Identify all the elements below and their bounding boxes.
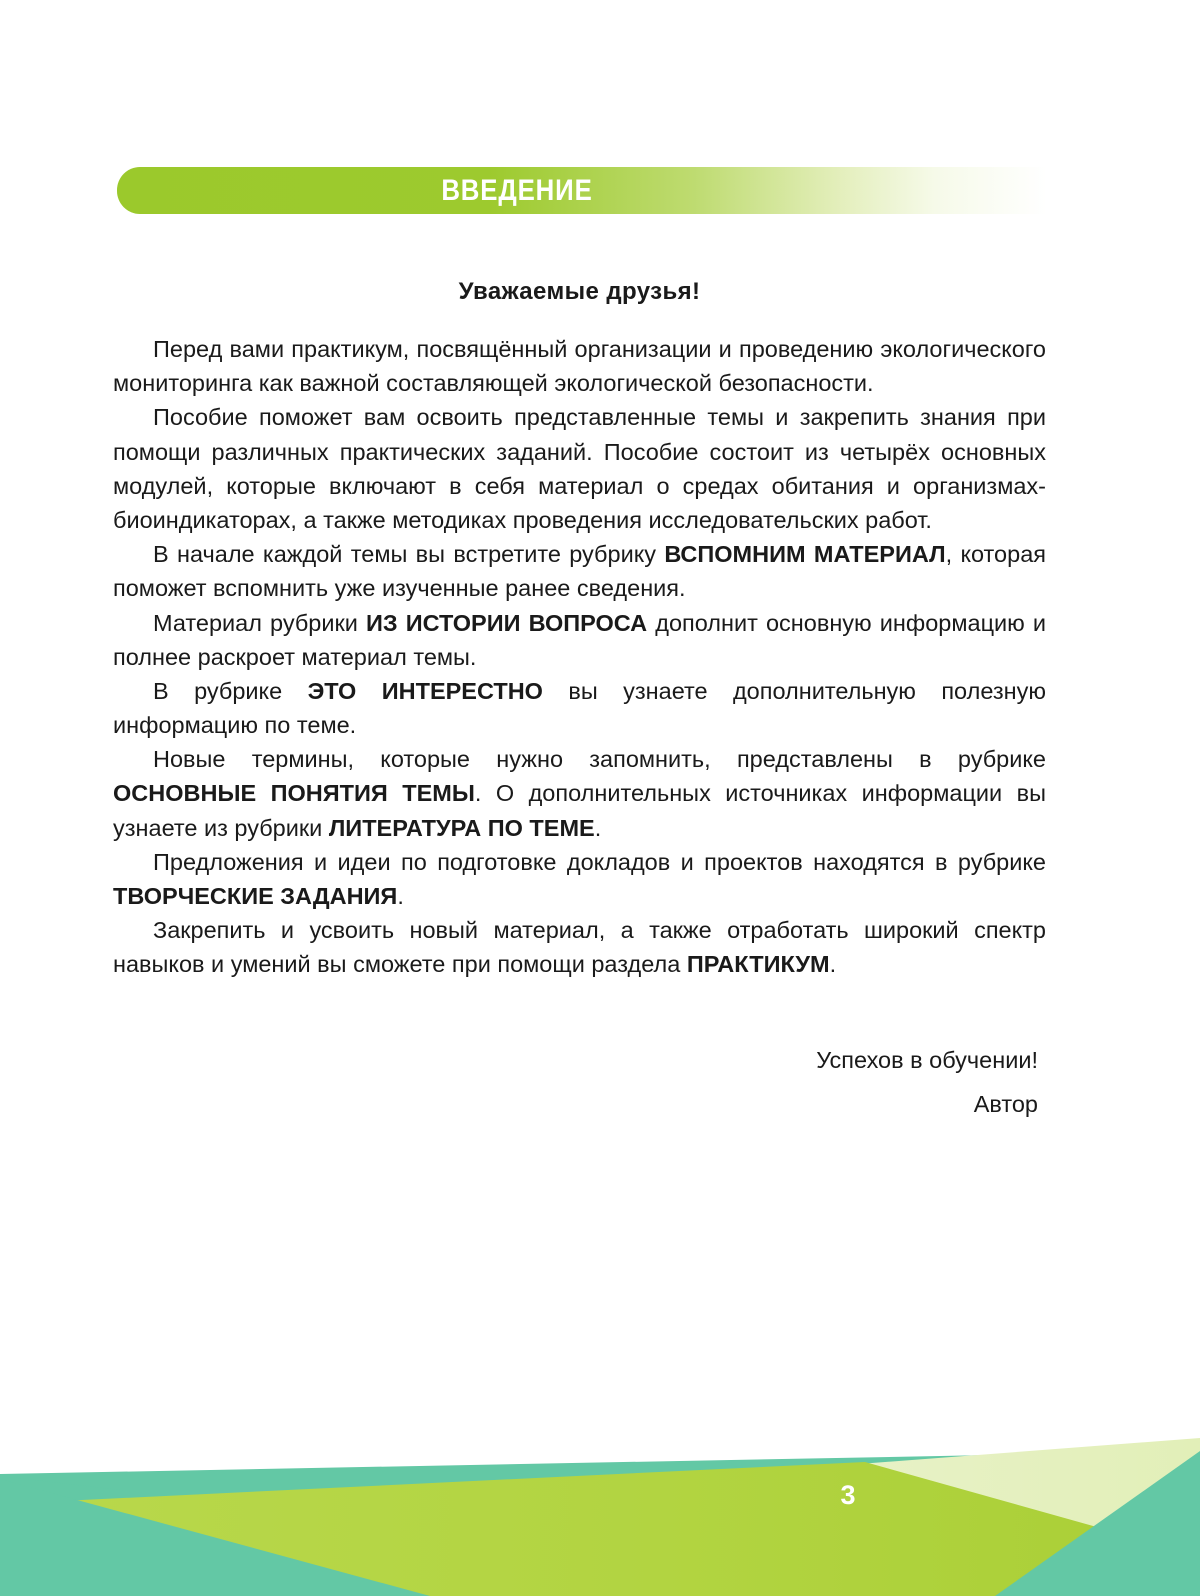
history-tail: дополнит основную информацию и полнее раскроет материал темы. [113, 609, 1047, 670]
rubric-name-interesting: ЭТО ИНТЕРЕСТНО [307, 677, 543, 704]
page-number: 3 [840, 1480, 856, 1510]
greeting-heading: Уважаемые друзья! [458, 278, 701, 305]
paragraph-rubric-interesting [113, 674, 1046, 742]
rubric-name-history: ИЗ ИСТОРИИ ВОПРОСА [366, 609, 648, 636]
paragraph-overview [113, 332, 1046, 400]
paragraph-rubric-creative [113, 845, 1046, 913]
introduction-body [113, 278, 1046, 1127]
paragraph-rubric-history [113, 606, 1046, 674]
practicum-tail: . [829, 951, 837, 978]
interesting-tail: вы узнаете дополнительную полезную информацию по теме. [113, 677, 1046, 739]
paragraph-rubric-practicum [113, 913, 1046, 981]
concepts-middle: . О дополнительных источниках информации вы узнаете из рубрики [113, 780, 1047, 841]
creative-lead-in: Предложения и идеи по подготовке докладов и проектов находятся в рубрике [153, 848, 1046, 875]
paragraph-overview-text: Перед вами практикум, посвящённый организации и проведению экологического мониторинга как важной составляющей экологической безопасности. [113, 336, 1046, 397]
closing-author: Автор [973, 1091, 1038, 1118]
section-title: ВВЕДЕНИЕ [441, 173, 593, 207]
recall-tail: , которая поможет вспомнить уже изученные ранее сведения. [113, 541, 1046, 602]
rubric-name-recall: ВСПОМНИМ МАТЕРИАЛ [664, 541, 946, 568]
rubric-name-practicum: ПРАКТИКУМ [686, 951, 830, 978]
rubric-name-creative: ТВОРЧЕСКИЕ ЗАДАНИЯ [113, 883, 398, 909]
footer-decoration [0, 1396, 1200, 1596]
paragraph-rubric-recall [113, 537, 1046, 605]
practicum-lead-in: Закрепить и усвоить новый материал, а также отработать широкий спектр навыков и умений вы сможете при помощи раздела [113, 917, 1046, 978]
footer-shapes-svg [0, 1396, 1200, 1596]
closing-wish: Успехов в обучении! [816, 1046, 1038, 1073]
section-header-banner [117, 167, 1047, 214]
recall-lead-in: В начале каждой темы вы встретите рубрику [153, 541, 665, 568]
paragraph-structure-text: Пособие поможет вам освоить представленные темы и закрепить знания при помощи различных практических заданий. Пособие состоит из четырёх основных модулей, которые включают в себя материал о средах обитания и организмах-биоиндикаторах, а также методиках проведения исследовательских работ. [113, 404, 1046, 533]
paragraph-rubric-concepts [113, 742, 1046, 845]
history-lead-in: Материал рубрики [153, 609, 367, 636]
concepts-lead-in: Новые термины, которые нужно запомнить, представлены в рубрике [153, 746, 1046, 773]
concepts-tail: . [594, 814, 602, 841]
interesting-lead-in: В рубрике [153, 677, 308, 704]
paragraph-structure [113, 400, 1046, 537]
rubric-name-concepts: ОСНОВНЫЕ ПОНЯТИЯ ТЕМЫ [113, 780, 475, 807]
rubric-name-literature: ЛИТЕРАТУРА ПО ТЕМЕ [328, 814, 595, 841]
creative-tail: . [397, 883, 404, 909]
closing-block [113, 1038, 1046, 1127]
